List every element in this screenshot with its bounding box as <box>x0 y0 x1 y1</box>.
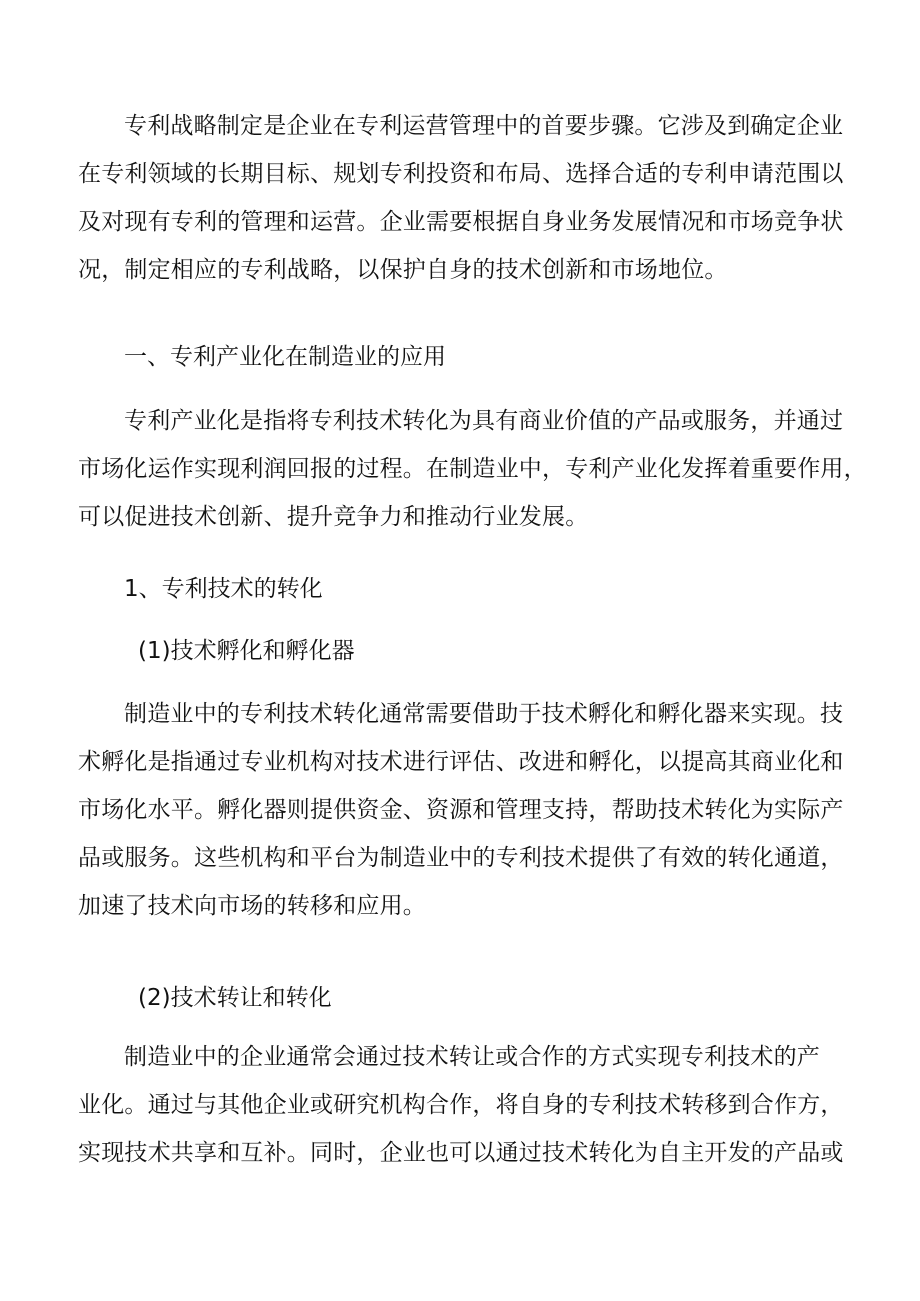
paragraph-patent-strategy <box>78 102 842 294</box>
paragraph-industrialization <box>78 397 867 541</box>
paragraph-line: 实现技术共享和互补。同时，企业也可以通过技术转化为自主开发的产品或 <box>78 1140 844 1166</box>
paragraph-line: 专利战略制定是企业在专利运营管理中的首要步骤。它涉及到确定企业 <box>124 113 844 139</box>
paragraph-line: 及对现有专利的管理和运营。企业需要根据自身业务发展情况和市场竞争状 <box>78 209 844 235</box>
paragraph-line: 制造业中的企业通常会通过技术转让或合作的方式实现专利技术的产 <box>124 1044 820 1070</box>
paragraph-line: 业化。通过与其他企业或研究机构合作，将自身的专利技术转移到合作方， <box>78 1092 844 1118</box>
section-heading-1: 一、专利产业化在制造业的应用 <box>124 344 446 370</box>
paragraph-line: 制造业中的专利技术转化通常需要借助于技术孵化和孵化器来实现。技 <box>124 701 844 727</box>
paragraph-transfer <box>78 1033 842 1177</box>
paragraph-incubation <box>78 690 842 930</box>
paragraph-line: 况，制定相应的专利战略，以保护自身的技术创新和市场地位。 <box>78 257 728 283</box>
paragraph-line: 可以促进技术创新、提升竞争力和推动行业发展。 <box>78 504 589 530</box>
paragraph-line: 品或服务。这些机构和平台为制造业中的专利技术提供了有效的转化通道， <box>78 845 844 871</box>
paragraph-line: 术孵化是指通过专业机构对技术进行评估、改进和孵化，以提高其商业化和 <box>78 749 844 775</box>
paragraph-line: 专利产业化是指将专利技术转化为具有商业价值的产品或服务，并通过 <box>124 408 844 434</box>
paragraph-line: 市场化运作实现利润回报的过程。在制造业中，专利产业化发挥着重要作用， <box>78 456 867 482</box>
item-heading-1: (1)技术孵化和孵化器 <box>138 638 355 664</box>
subsection-heading-1: 1、专利技术的转化 <box>124 576 323 602</box>
paragraph-line: 在专利领域的长期目标、规划专利投资和布局、选择合适的专利申请范围以 <box>78 161 844 187</box>
item-heading-2: (2)技术转让和转化 <box>138 985 332 1011</box>
paragraph-line: 市场化水平。孵化器则提供资金、资源和管理支持，帮助技术转化为实际产 <box>78 797 844 823</box>
paragraph-line: 加速了技术向市场的转移和应用。 <box>78 893 426 919</box>
